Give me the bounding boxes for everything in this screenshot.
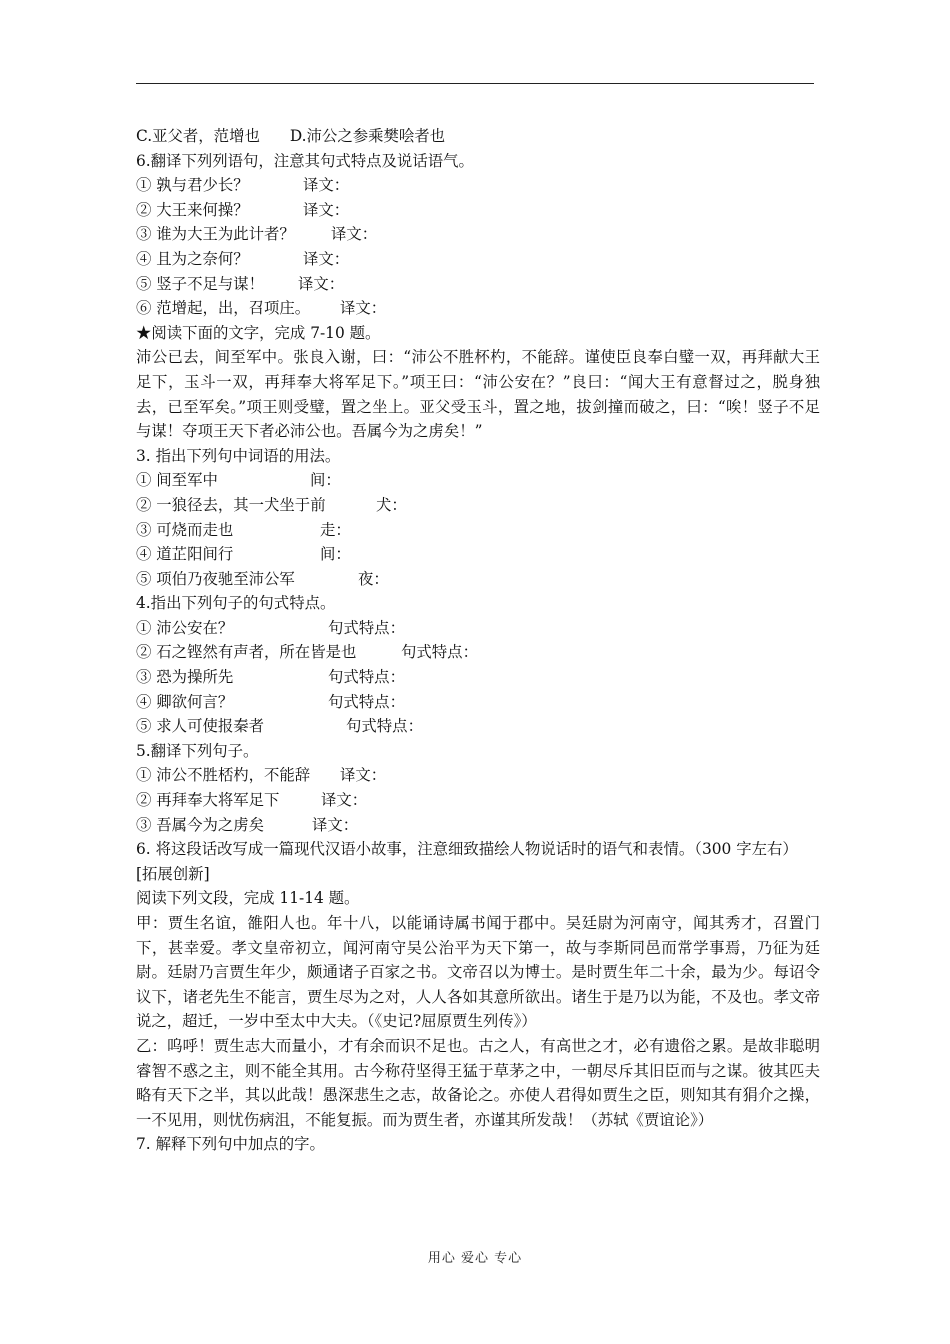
q3-item: ③ 可烧而走也 走： xyxy=(136,520,351,539)
q4-item: ① 沛公安在？ 句式特点： xyxy=(136,618,405,637)
passage-1: 沛公已去，间至军中。张良入谢，曰：“沛公不胜杯杓，不能辞。谨使臣良奉白璧一双，再拜献大王足下，玉斗一双，再拜奉大将军足下。”项王曰：“沛公安在？”良曰：“闻大王有意督过之，脱身独去，已至军矣。”项王则受璧，置之坐上。亚父受玉斗，置之地，拔剑撞而破之，曰：“唉！竖子不足与谋！夺项王天下者必沛公也。吾属今为之虏矣！” xyxy=(136,348,820,441)
reading-intro-1: ★阅读下面的文字，完成 7-10 题。 xyxy=(136,323,381,342)
q6-item: ② 大王来何操？ 译文： xyxy=(136,200,350,219)
q6-item: ① 孰与君少长？ 译文： xyxy=(136,176,350,195)
q3-item: ④ 道芷阳间行 间： xyxy=(136,545,351,564)
q4-title: 4.指出下列句子的句式特点。 xyxy=(136,594,336,613)
reading-intro-2: 阅读下列文段，完成 11-14 题。 xyxy=(136,889,360,908)
q6-item: ④ 且为之奈何？ 译文： xyxy=(136,249,350,268)
q3-item: ② 一狼径去，其一犬坐于前 犬： xyxy=(136,495,407,514)
q6-rewrite: 6. 将这段话改写成一篇现代汉语小故事，注意细致描绘人物说话时的语气和表情。（300 字左右） xyxy=(136,840,798,859)
q6-item: ⑥ 范增起，出，召项庄。 译文： xyxy=(136,299,387,318)
q5-item: ② 再拜奉大将军足下 译文： xyxy=(136,791,368,810)
q6-item: ③ 谁为大王为此计者？ 译文： xyxy=(136,225,378,244)
q5-item: ① 沛公不胜桮杓，不能辞 译文： xyxy=(136,766,387,785)
q4-item: ② 石之铿然有声者，所在皆是也 句式特点： xyxy=(136,643,478,662)
q3-item: ① 间至军中 间： xyxy=(136,471,341,490)
q5-item: ③ 吾属今为之虏矣 译文： xyxy=(136,815,359,834)
q4-item: ③ 恐为操所先 句式特点： xyxy=(136,668,405,687)
header-rule xyxy=(136,83,814,84)
option-c: C.亚父者，范增也 xyxy=(136,127,260,145)
q3-item: ⑤ 项伯乃夜驰至沛公军 夜： xyxy=(136,569,389,588)
option-d: D.沛公之参乘樊哙者也 xyxy=(289,127,446,145)
q6-item: ⑤ 竖子不足与谋！ 译文： xyxy=(136,274,345,293)
q7-title: 7. 解释下列句中加点的字。 xyxy=(136,1135,325,1154)
q4-item: ⑤ 求人可使报秦者 句式特点： xyxy=(136,717,423,736)
document-body xyxy=(136,124,820,1157)
q3-title: 3. 指出下列句中词语的用法。 xyxy=(136,446,341,465)
options-line xyxy=(136,124,820,149)
passage-jia: 甲：贾生名谊，雒阳人也。年十八，以能诵诗属书闻于郡中。吴廷尉为河南守，闻其秀才，召置门下，甚幸爱。孝文皇帝初立，闻河南守吴公治平为天下第一，故与李斯同邑而常学事焉，乃征为廷尉。廷尉乃言贾生年少，颇通诸子百家之书。文帝召以为博士。是时贾生年二十余，最为少。每诏令议下，诸老先生不能言，贾生尽为之对，人人各如其意所欲出。诸生于是乃以为能，不及也。孝文帝说之，超迁，一岁中至太中大夫。（《史记?屈原贾生列传》） xyxy=(136,914,820,1031)
page-footer: 用心 爱心 专心 xyxy=(427,1251,523,1266)
passage-yi: 乙：呜呼！贾生志大而量小，才有余而识不足也。古之人，有高世之才，必有遗俗之累。是故非聪明睿智不惑之主，则不能全其用。古今称苻坚得王猛于草茅之中，一朝尽斥其旧臣而与之谋。彼其匹夫略有天下之半，其以此哉！愚深悲生之志，故备论之。亦使人君得如贾生之臣，则知其有狷介之操，一不见用，则忧伤病沮，不能复振。而为贾生者，亦谨其所发哉！（苏轼《贾谊论》） xyxy=(136,1036,820,1129)
q5-title: 5.翻译下列句子。 xyxy=(136,741,259,760)
q4-item: ④ 卿欲何言？ 句式特点： xyxy=(136,692,405,711)
q6-title: 6.翻译下列列语句，注意其句式特点及说话语气。 xyxy=(136,151,474,170)
section-label: [拓展创新] xyxy=(136,864,210,883)
